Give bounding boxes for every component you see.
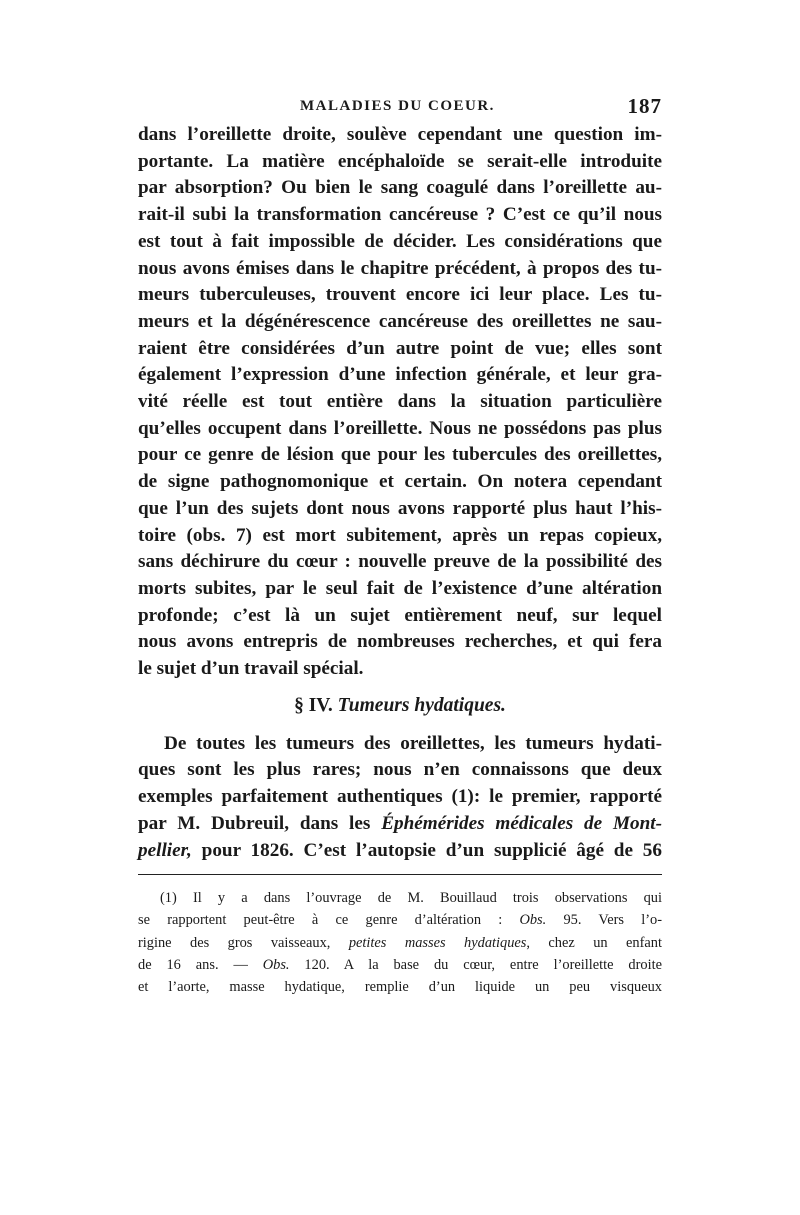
body-text (138, 122, 662, 864)
obs-abbrev: Obs. (262, 956, 290, 973)
book-page (138, 92, 662, 998)
text-line: exemples parfaitement authentiques (1): le premier, rapporté (138, 786, 662, 808)
text-run: , chez un enfant (526, 934, 662, 951)
journal-title-end: pellier, (138, 839, 192, 861)
text-line: nous avons émises dans le chapitre précédent, à propos des tu- (138, 257, 662, 279)
text-line: toire (obs. 7) est mort subitement, après un repas copieux, (138, 524, 662, 546)
text-run: pour 1826. C’est l’autopsie d’un supplicié âgé de 56 (191, 839, 662, 861)
text-line: est tout à fait impossible de décider. Les considérations que (138, 230, 662, 252)
text-run: de 16 ans. — (138, 956, 263, 973)
text-line: profonde; c’est là un sujet entièrement neuf, sur lequel (138, 604, 662, 626)
paragraph-2 (138, 731, 662, 865)
text-line: morts subites, par le seul fait de l’existence d’une altération (138, 577, 662, 599)
text-line: de signe pathognomonique et certain. On notera cependant (138, 471, 662, 493)
running-title: MALADIES DU COEUR. (300, 98, 495, 114)
text-line (138, 811, 662, 838)
text-line (138, 838, 662, 865)
text-line: meurs tuberculeuses, trouvent encore ici leur place. Les tu- (138, 284, 662, 306)
text-line: rait-il subi la transformation cancéreuse ? C’est ce qu’il nous (138, 204, 662, 226)
text-run: par M. Dubreuil, dans les (138, 812, 382, 834)
section-marker: § IV. (294, 694, 333, 716)
text-run: se rapportent peut-être à ce genre d’altération : (138, 912, 520, 929)
running-head (138, 92, 662, 122)
footnote (138, 887, 662, 998)
footnote-line (138, 909, 662, 931)
italic-phrase: petites masses hydatiques (348, 934, 527, 951)
footnote-rule (138, 874, 662, 875)
section-title: Tumeurs hydatiques. (337, 694, 506, 716)
text-line: vité réelle est tout entière dans la situation particulière (138, 391, 662, 413)
text-line: par absorption? Ou bien le sang coagulé dans l’oreillette au- (138, 177, 662, 199)
journal-title: Éphémérides médicales de Mont- (381, 812, 662, 834)
footnote-line: et l’aorte, masse hydatique, remplie d’un liquide un peu visqueux (138, 979, 662, 996)
footnote-line (138, 954, 662, 976)
text-run: rigine des gros vaisseaux, (138, 934, 349, 951)
text-line: ques sont les plus rares; nous n’en connaissons que deux (138, 759, 662, 781)
text-line: que l’un des sujets dont nous avons rapporté plus haut l’his- (138, 497, 662, 519)
text-run: 95. Vers l’o- (546, 912, 662, 929)
text-line: le sujet d’un travail spécial. (138, 658, 364, 680)
text-run: 120. A la base du cœur, entre l’oreillette droite (289, 956, 662, 973)
obs-abbrev: Obs. (519, 912, 547, 929)
text-line: meurs et la dégénérescence cancéreuse des oreillettes ne sau- (138, 310, 662, 332)
footnote-line: (1) Il y a dans l’ouvrage de M. Bouillaud trois observations qui (160, 890, 662, 907)
text-line: nous avons entrepris de nombreuses recherches, et qui fera (138, 631, 662, 653)
text-line: sans déchirure du cœur : nouvelle preuve de la possibilité des (138, 551, 662, 573)
text-line: pour ce genre de lésion que pour les tubercules des oreillettes, (138, 444, 662, 466)
text-line: De toutes les tumeurs des oreillettes, les tumeurs hydati- (164, 732, 662, 754)
text-line: portante. La matière encéphaloïde se serait-elle introduite (138, 150, 662, 172)
text-line: qu’elles occupent dans l’oreillette. Nous ne possédons pas plus (138, 417, 662, 439)
section-heading (138, 695, 662, 717)
paragraph-1 (138, 122, 662, 683)
page-number: 187 (627, 94, 662, 118)
footnote-line (138, 932, 662, 954)
text-line: également l’expression d’une infection générale, et leur gra- (138, 364, 662, 386)
text-line: dans l’oreillette droite, soulève cependant une question im- (138, 124, 662, 145)
text-line: raient être considérées d’un autre point de vue; elles sont (138, 337, 662, 359)
